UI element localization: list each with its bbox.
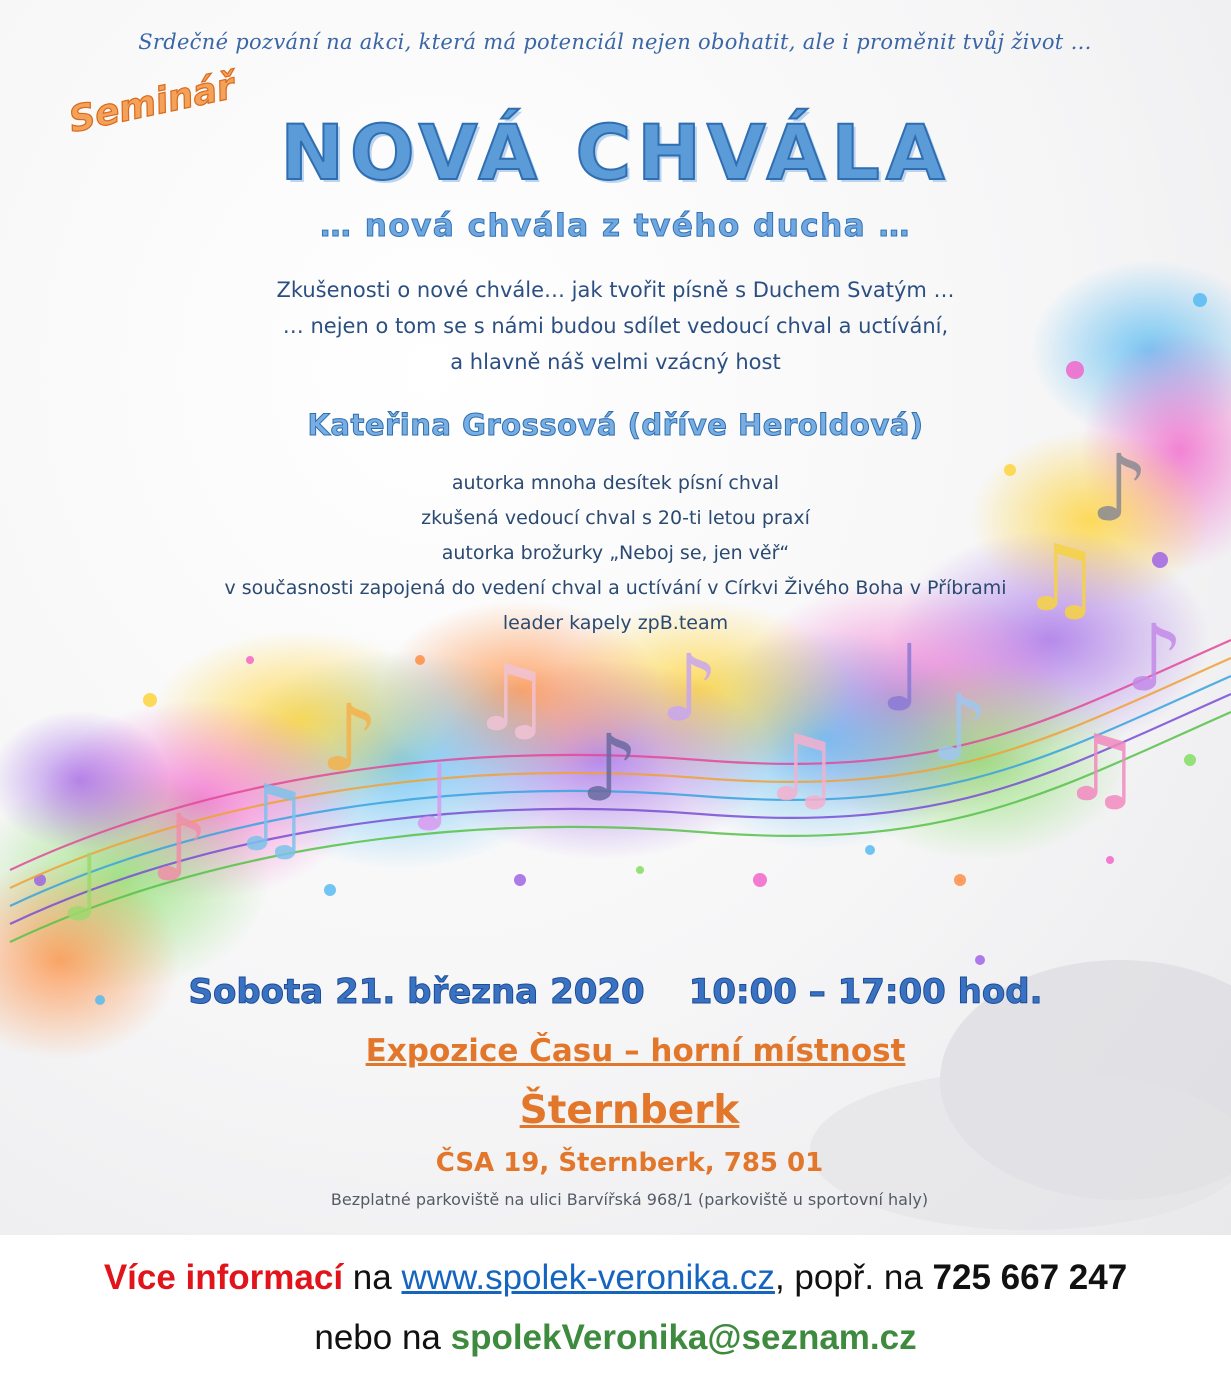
svg-text:♫: ♫ <box>470 645 553 752</box>
text-or-on: , popř. na <box>774 1258 933 1297</box>
svg-text:♫: ♫ <box>1060 715 1143 822</box>
contact-footer <box>0 1248 1231 1368</box>
venue-city: Šternberk <box>519 1088 740 1133</box>
svg-text:♩: ♩ <box>60 835 104 942</box>
credential-line: autorka mnoha desítek písní chval <box>451 472 780 494</box>
svg-text:♫: ♫ <box>760 715 843 822</box>
seminar-badge: Seminář <box>65 65 239 141</box>
email-address[interactable]: spolekVeronika@seznam.cz <box>450 1318 917 1357</box>
svg-text:♪: ♪ <box>1125 605 1184 712</box>
event-title: NOVÁ CHVÁLA <box>280 108 951 197</box>
svg-text:♪: ♪ <box>150 795 209 902</box>
more-info-label: Více informací <box>103 1258 344 1297</box>
svg-text:♩: ♩ <box>880 625 924 732</box>
guest-credentials <box>0 466 1231 641</box>
svg-text:♪: ♪ <box>320 685 379 792</box>
text-on: na <box>343 1258 402 1297</box>
contact-line-1 <box>0 1248 1231 1308</box>
intro-line: … nejen o tom se s námi budou sdílet vedoucí chval a uctívání, <box>282 314 949 338</box>
website-link[interactable]: www.spolek-veronika.cz <box>401 1258 775 1297</box>
svg-text:♪: ♪ <box>1090 435 1149 542</box>
credential-line: v současnosti zapojená do vedení chval a uctívání v Církvi Živého Boha v Příbrami <box>224 577 1007 599</box>
svg-text:♫: ♫ <box>230 765 313 872</box>
credential-line: zkušená vedoucí chval s 20-ti letou praxí <box>421 507 810 529</box>
contact-line-2 <box>0 1308 1231 1368</box>
svg-text:♪: ♪ <box>660 635 719 742</box>
invitation-line: Srdečné pozvání na akci, která má potenciál nejen obohatit, ale i proměnit tvůj život … <box>138 30 1092 54</box>
svg-text:♩: ♩ <box>410 745 454 852</box>
credential-line: leader kapely zpB.team <box>502 612 729 634</box>
credential-line: autorka brožurky „Neboj se, jen věř“ <box>441 542 790 564</box>
text-or: nebo na <box>314 1318 451 1357</box>
intro-line: a hlavně náš velmi vzácný host <box>450 350 781 374</box>
svg-text:♫: ♫ <box>1020 525 1103 632</box>
event-datetime <box>0 972 1231 1012</box>
venue-address: ČSA 19, Šternberk, 785 01 <box>435 1148 824 1178</box>
guest-name: Kateřina Grossová (dříve Heroldová) <box>307 408 924 442</box>
venue-name: Expozice Času – horní místnost <box>365 1033 906 1069</box>
phone-number: 725 667 247 <box>932 1258 1128 1297</box>
parking-note: Bezplatné parkoviště na ulici Barvířská 968/1 (parkoviště u sportovní haly) <box>330 1190 929 1209</box>
event-time: 10:00 – 17:00 hod. <box>688 972 1043 1012</box>
event-subtitle: … nová chvála z tvého ducha … <box>320 208 911 244</box>
intro-text <box>0 272 1231 380</box>
intro-line: Zkušenosti o nové chvále… jak tvořit písně s Duchem Svatým … <box>276 278 955 302</box>
event-date: Sobota 21. března 2020 <box>188 972 645 1012</box>
svg-text:♪: ♪ <box>580 715 639 822</box>
svg-text:♪: ♪ <box>930 675 989 782</box>
